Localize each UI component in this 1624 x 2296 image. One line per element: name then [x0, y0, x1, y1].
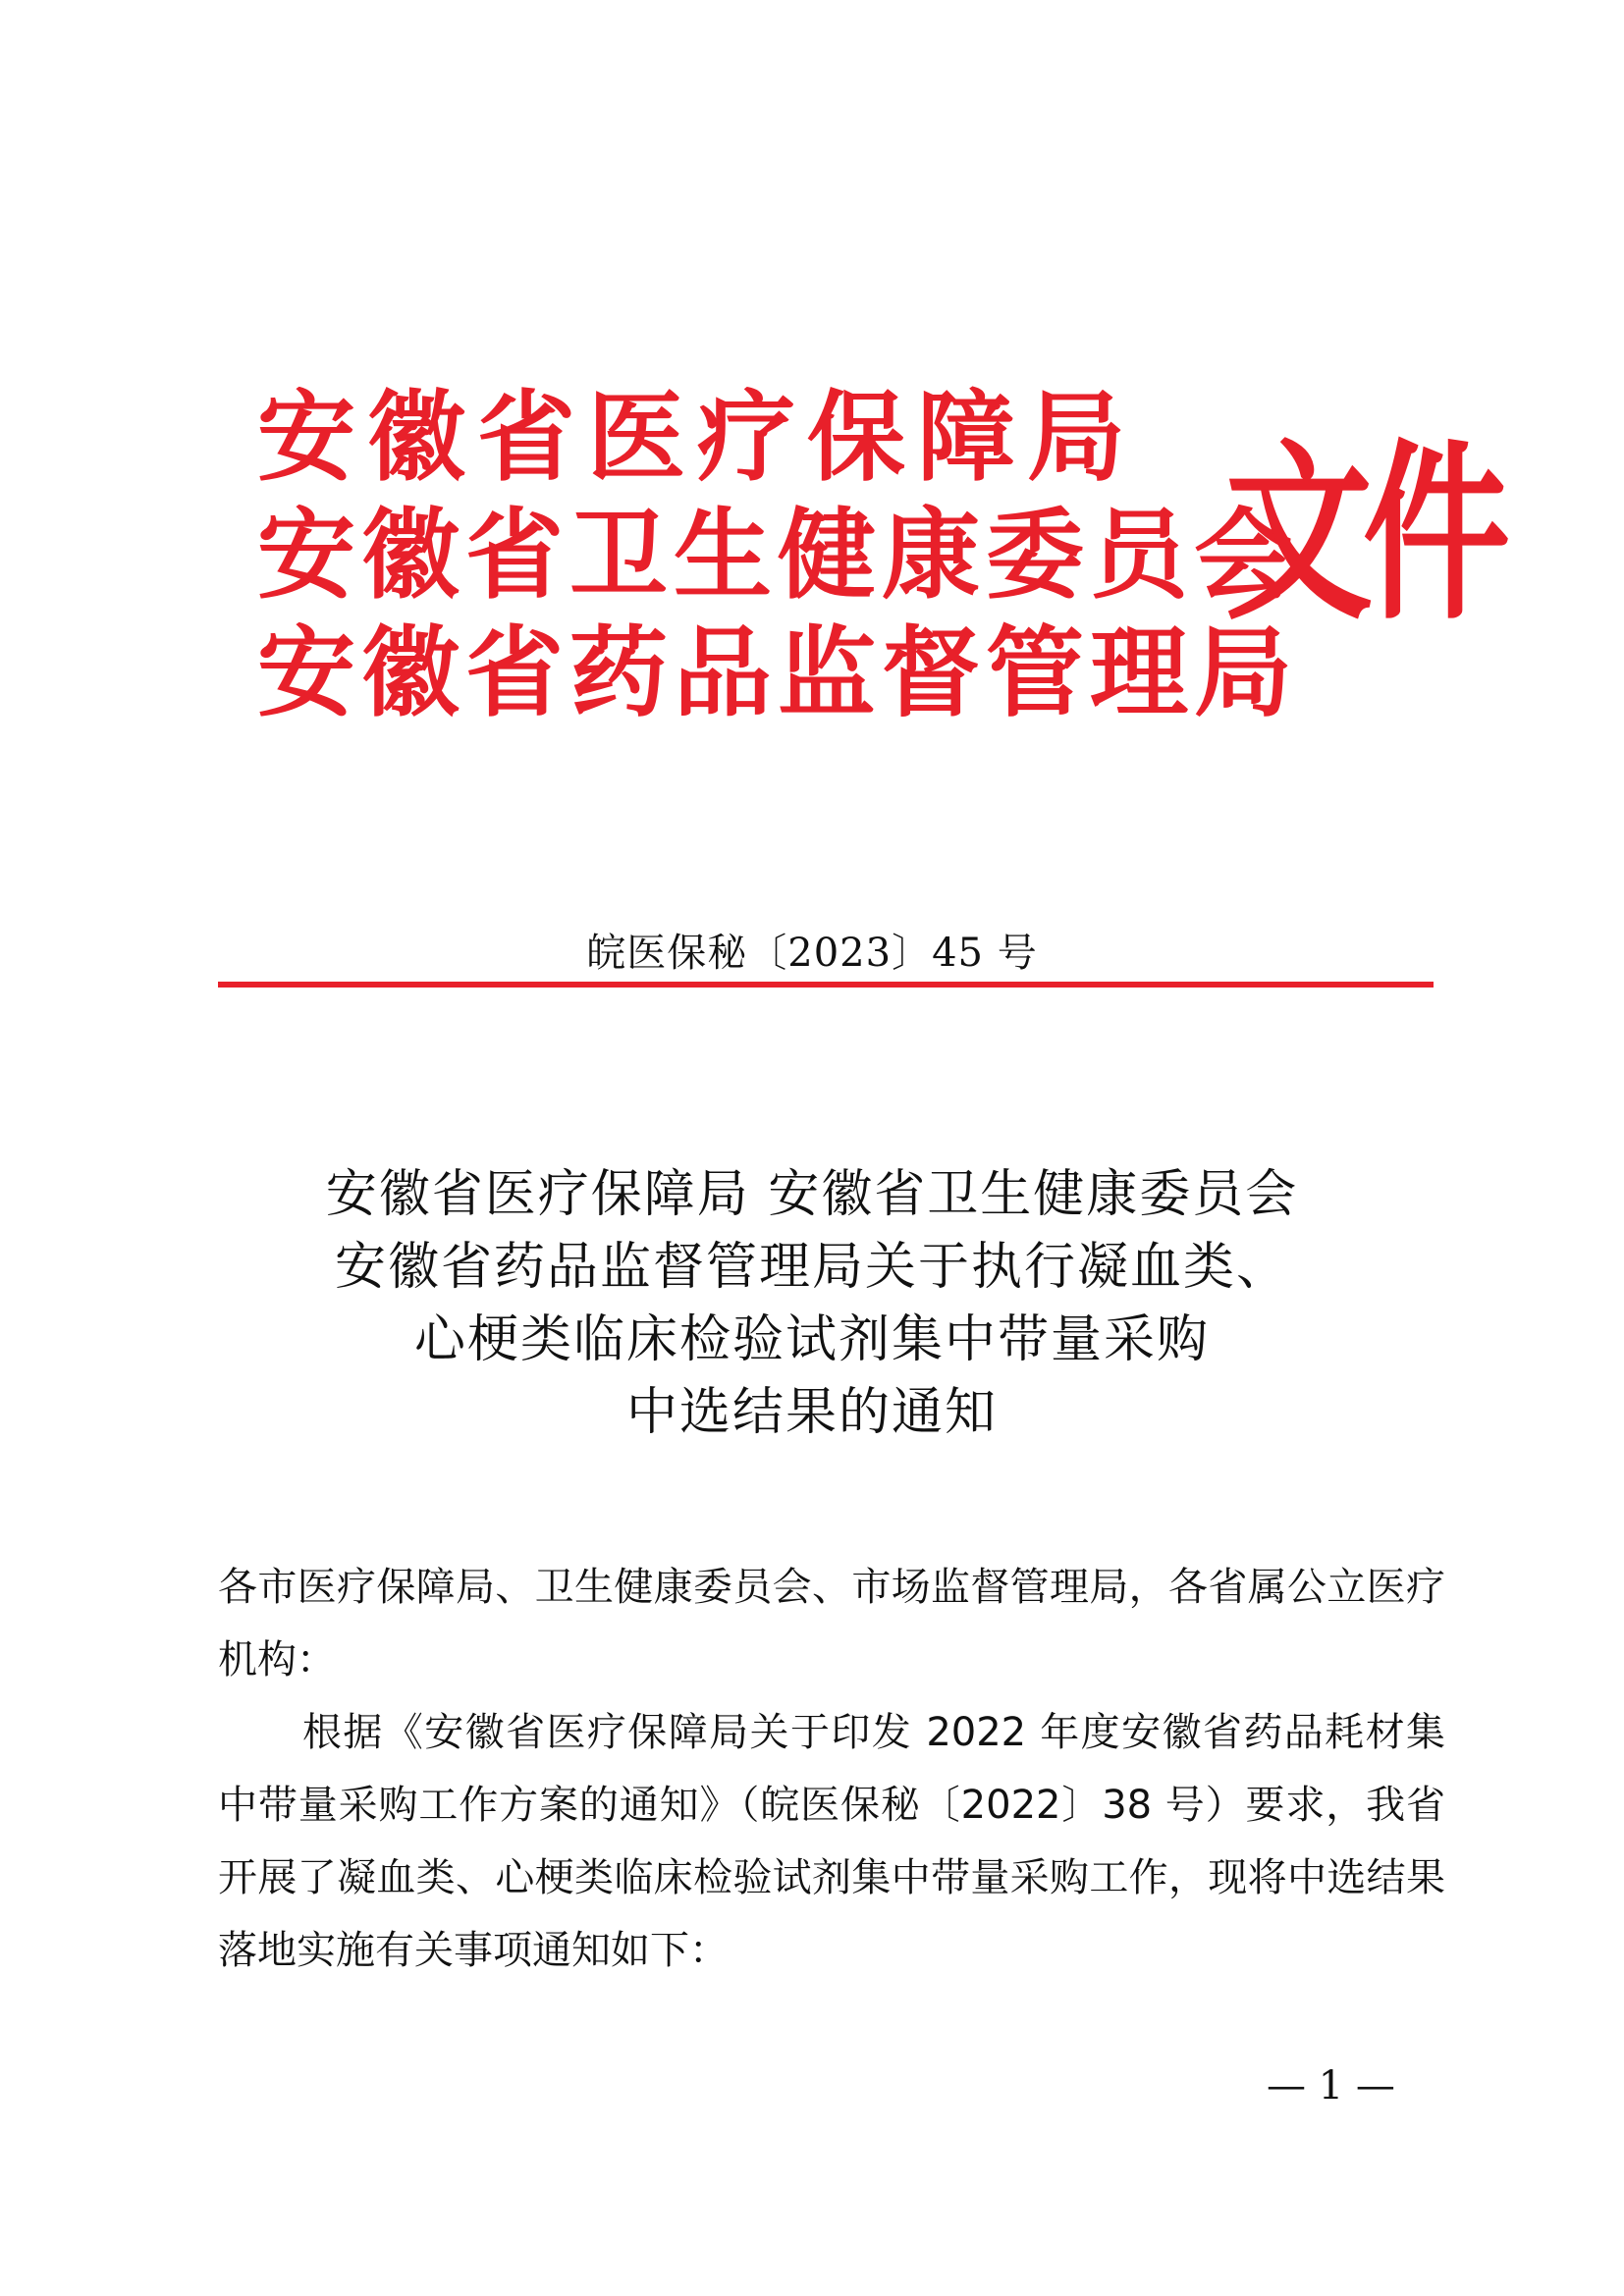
document-number: 皖医保秘〔2023〕45 号 [586, 931, 1038, 976]
title-line: 中选结果的通知 [625, 1383, 998, 1442]
salutation: 各市医疗保障局、卫生健康委员会、市场监督管理局，各省属公立医疗机构： [218, 1565, 1445, 1682]
title-line: 安徽省医疗保障局 安徽省卫生健康委员会 [325, 1165, 1299, 1224]
issuer-healthcare-security-bureau: 安徽省医疗保障局 [257, 379, 1137, 495]
issuer-health-commission: 安徽省卫生健康委员会 [257, 497, 1298, 613]
red-divider [218, 982, 1434, 988]
page-number: — 1 — [1267, 2063, 1395, 2109]
title-line: 安徽省药品监督管理局关于执行凝血类、 [334, 1238, 1289, 1297]
title-line: 心梗类临床检验试剂集中带量采购 [413, 1310, 1210, 1369]
notice-title [0, 1158, 1624, 1449]
notice-body [218, 1551, 1445, 1987]
issuing-agencies [257, 378, 1298, 731]
body-paragraph: 根据《安徽省医疗保障局关于印发 2022 年度安徽省药品耗材集中带量采购工作方案的通知》（皖医保秘〔2022〕38 号）要求，我省开展了凝血类、心梗类临床检验试剂集中带量采购工作，现将中选结果落地实施有关事项通知如下： [218, 1710, 1445, 1973]
issuer-drug-administration: 安徽省药品监督管理局 [257, 614, 1298, 730]
document-label: 文件 [1225, 421, 1501, 647]
